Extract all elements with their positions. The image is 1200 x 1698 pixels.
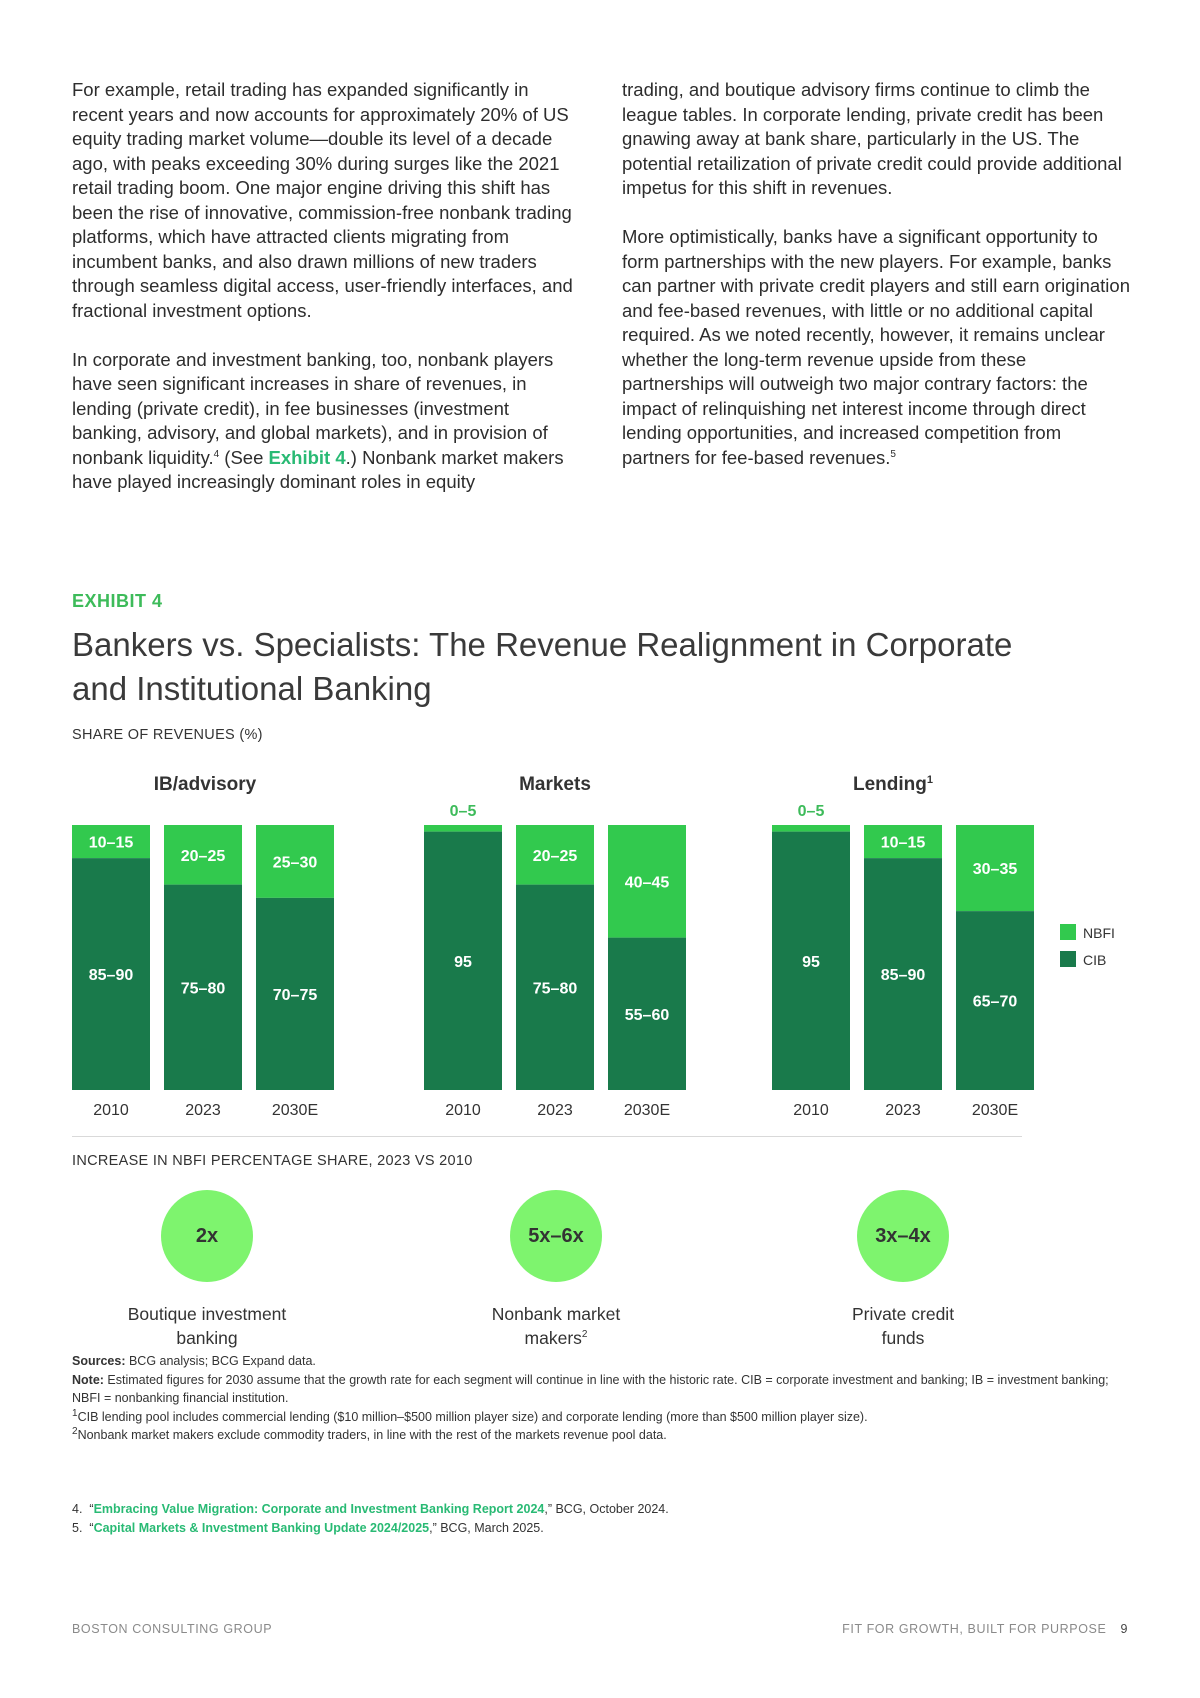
sources-label: Sources: <box>72 1354 126 1368</box>
x-tick-label: 2023 <box>185 1102 221 1119</box>
footnote-marker: 1 <box>72 1407 78 1419</box>
footnote-marker: 2 <box>72 1425 78 1437</box>
bar-label-nbfi: 10–15 <box>880 834 926 852</box>
x-tick-label: 2010 <box>793 1102 829 1119</box>
page-footnote <box>72 1500 669 1519</box>
x-tick-label: 2030E <box>971 1102 1019 1119</box>
paragraph: For example, retail trading has expanded significantly in recent years and now accounts for approximately 20% of US equity trading market volume—double its level of a decade ago, with peaks exceeding 30% during surges like the 2021 retail trading boom. One major engine driving this shift has been the rise of innovative, commission-free nonbank trading platforms, which have attracted clients migrating from incumbent banks, and also drawn millions of new traders through seamless digital access, user-friendly interfaces, and fractional investment options. <box>72 79 573 321</box>
footnote-ref[interactable]: 5 <box>890 448 896 460</box>
divider <box>72 1136 1022 1137</box>
footnote-number: 5. <box>72 1521 83 1535</box>
increase-label <box>426 1302 686 1350</box>
increase-bubble: 3x–4x <box>857 1190 949 1282</box>
increase-item-market-makers <box>426 1190 686 1350</box>
paragraph: trading, and boutique advisory firms continue to climb the league tables. In corporate lending, private credit has been gnawing away at bank share, particularly in the US. The potential retailization of private credit could provide additional impetus for this shift in revenues. <box>622 79 1122 198</box>
quote-mark: “ <box>89 1521 94 1535</box>
bar-label-nbfi: 20–25 <box>180 847 226 865</box>
body-column-right <box>622 78 1132 495</box>
footer-brand: BOSTON CONSULTING GROUP <box>72 1622 273 1636</box>
chart-footnote-2 <box>72 1426 1122 1445</box>
x-tick-label: 2030E <box>623 1102 671 1119</box>
exhibit-label: EXHIBIT 4 <box>72 591 163 611</box>
body-column-left <box>72 78 582 519</box>
chart-notes <box>72 1352 1122 1445</box>
bar-label-cib: 55–60 <box>624 1006 670 1024</box>
panel-title: Markets <box>519 774 591 795</box>
exhibit-title: Bankers vs. Specialists: The Revenue Realignment in Corporate and Institutional Banking <box>72 626 1013 707</box>
bar-label-cib: 75–80 <box>180 980 226 998</box>
increase-label-line: funds <box>881 1328 925 1348</box>
footnote-text: Nonbank market makers exclude commodity traders, in line with the rest of the markets revenue pool data. <box>77 1428 667 1442</box>
legend-label-cib: CIB <box>1083 952 1107 968</box>
note-text: Estimated figures for 2030 assume that the growth rate for each segment will continue in line with the historic rate. CIB = corporate investment and banking; IB = investment banking; NBFI = nonbanking financial institution. <box>72 1372 1109 1405</box>
bar-label-cib: 85–90 <box>880 967 926 985</box>
bar-label-nbfi: 30–35 <box>972 861 1018 879</box>
note-label: Note: <box>72 1372 104 1387</box>
increase-item-private-credit <box>773 1190 1033 1350</box>
paragraph-text: In corporate and investment banking, too, nonbank players have seen significant increases in share of revenues, in lending (private credit), in fee businesses (investment banking, advisory, and global markets), and in provision of nonbank liquidity. <box>72 348 554 468</box>
increase-label-line: banking <box>176 1328 238 1348</box>
x-tick-label: 2030E <box>271 1102 319 1119</box>
legend-swatch-cib <box>1060 951 1076 967</box>
increase-label-line: makers <box>524 1328 582 1348</box>
increase-label <box>773 1302 1033 1350</box>
quote-mark: “ <box>89 1502 94 1516</box>
bar-label-cib: 95 <box>802 953 820 971</box>
bar-label-cib: 95 <box>454 953 472 971</box>
legend-label-nbfi: NBFI <box>1083 925 1115 941</box>
note-line <box>72 1371 1122 1408</box>
chart-footnote-1 <box>72 1408 1122 1427</box>
bar-label-nbfi: 0–5 <box>449 803 477 820</box>
increase-label-line: Boutique investment <box>127 1304 287 1324</box>
legend-swatch-nbfi <box>1060 924 1076 940</box>
sources-text: BCG analysis; BCG Expand data. <box>125 1354 316 1368</box>
chart-subtitle: SHARE OF REVENUES (%) <box>72 727 263 743</box>
bar-label-cib: 75–80 <box>532 980 578 998</box>
footnote-ref[interactable]: 4 <box>213 448 220 460</box>
footnote-ref: 2 <box>581 1329 588 1341</box>
bar-label-cib: 65–70 <box>972 993 1018 1011</box>
footer-report-title: FIT FOR GROWTH, BUILT FOR PURPOSE <box>842 1622 1107 1636</box>
increase-bubble: 2x <box>161 1190 253 1282</box>
sources-line <box>72 1352 1122 1371</box>
exhibit-link[interactable]: Exhibit 4 <box>268 446 346 468</box>
bar-segment-nbfi <box>424 825 502 832</box>
increase-label-line: Nonbank market <box>491 1304 621 1324</box>
footnote-link[interactable]: Capital Markets & Investment Banking Update 2024/2025 <box>93 1521 430 1535</box>
bar-label-cib: 70–75 <box>272 986 318 1004</box>
page-footnote <box>72 1519 669 1538</box>
bar-label-nbfi: 40–45 <box>624 874 670 892</box>
bar-segment-nbfi <box>772 825 850 832</box>
x-tick-label: 2023 <box>537 1102 573 1119</box>
paragraph <box>622 225 1132 470</box>
bar-label-nbfi: 0–5 <box>797 803 825 820</box>
page-footnotes <box>72 1500 669 1538</box>
footnote-text: ,” BCG, March 2025. <box>429 1521 544 1535</box>
panel-title: IB/advisory <box>153 774 257 795</box>
increase-title: INCREASE IN NBFI PERCENTAGE SHARE, 2023 VS 2010 <box>72 1153 473 1169</box>
footer-title <box>842 1622 1128 1636</box>
paragraph-text: .) Nonbank market makers have played increasingly dominant roles in equity <box>72 446 564 492</box>
page-number: 9 <box>1120 1622 1128 1636</box>
increase-label-line: Private credit <box>851 1304 955 1324</box>
x-tick-label: 2010 <box>93 1102 129 1119</box>
x-tick-label: 2010 <box>445 1102 481 1119</box>
bar-label-nbfi: 10–15 <box>88 834 134 852</box>
increase-item-boutique <box>77 1190 337 1350</box>
increase-label <box>77 1302 337 1350</box>
footnote-number: 4. <box>72 1502 83 1516</box>
paragraph <box>72 348 582 495</box>
bar-label-nbfi: 25–30 <box>272 854 318 872</box>
paragraph-text: (See <box>219 446 269 468</box>
bar-label-nbfi: 20–25 <box>532 847 578 865</box>
x-tick-label: 2023 <box>885 1102 921 1119</box>
increase-bubble: 5x–6x <box>510 1190 602 1282</box>
footnote-link[interactable]: Embracing Value Migration: Corporate and Investment Banking Report 2024 <box>93 1502 545 1516</box>
footnote-text: CIB lending pool includes commercial lending ($10 million–$500 million player size) and corporate lending (more than $500 million player size). <box>77 1409 868 1424</box>
footnote-text: ,” BCG, October 2024. <box>544 1502 669 1516</box>
panel-title: Lending$^1$ <box>852 774 934 795</box>
bar-label-cib: 85–90 <box>88 967 134 985</box>
stacked-bar-chart <box>0 750 1200 1140</box>
paragraph-text: More optimistically, banks have a significant opportunity to form partnerships with the new players. For example, banks can partner with private credit players and still earn origination and fee-based revenues, with little or no additional capital required. As we noted recently, however, it remains unclear whether the long-term revenue upside from these partnerships will outweigh two major contrary factors: the impact of relinquishing net interest income through direct lending opportunities, and increased competition from partners for fee-based revenues. <box>622 226 1130 468</box>
